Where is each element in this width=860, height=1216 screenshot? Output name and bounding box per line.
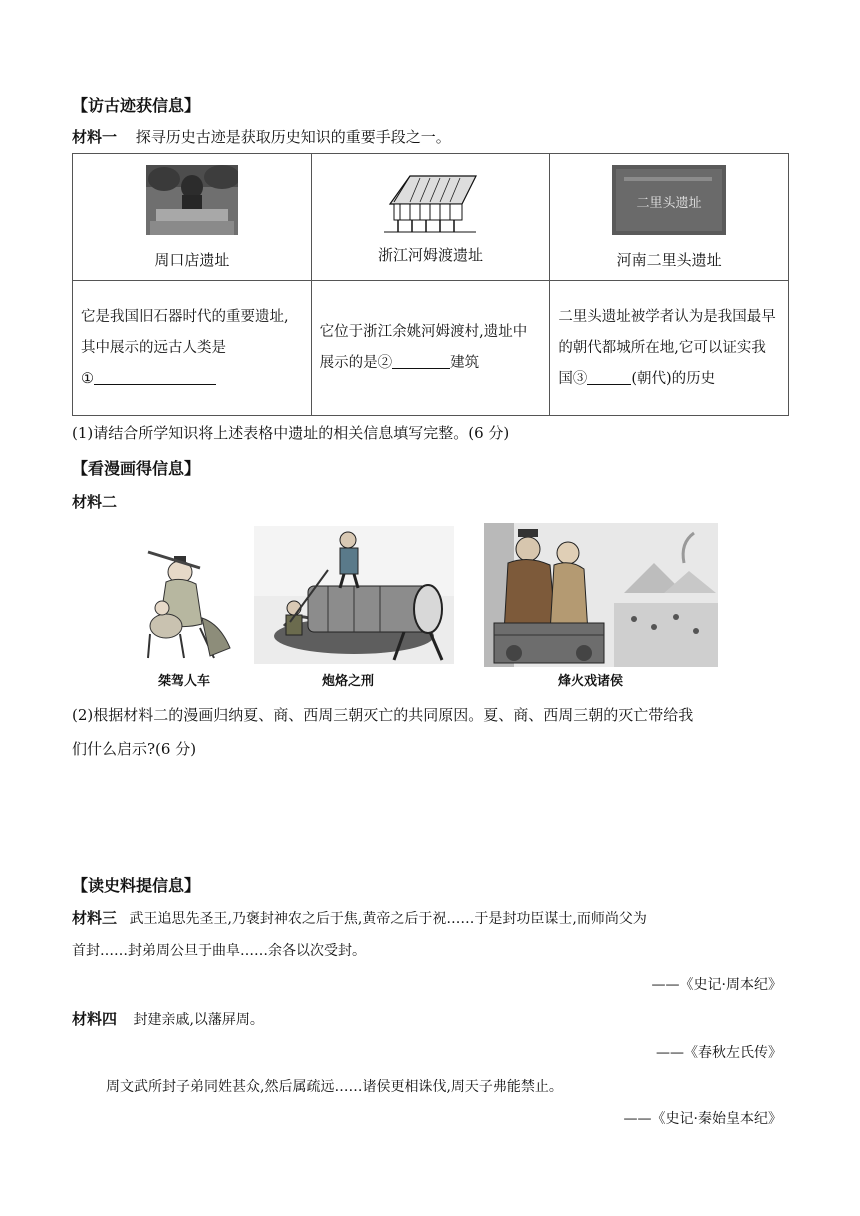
erlitou-sign-text: 二里头遗址 [636,195,702,211]
section3-heading: 【读史料提信息】 [72,876,201,895]
blank-1[interactable] [94,366,216,385]
question-2-line1: (2)根据材料二的漫画归纳夏、商、西周三朝灭亡的共同原因。夏、商、西周三朝的灭亡带给我 [72,706,694,724]
material2-label: 材料二 [72,493,118,511]
section1-heading: 【访古迹获信息】 [72,96,201,115]
desc-hemudu: 它位于浙江余姚河姆渡村,遗址中展示的是② [319,324,528,371]
desc-zhoukoudian: 它是我国旧石器时代的重要遗址,其中展示的远古人类是 [81,308,289,356]
source-3: ——《史记·周本纪》 [651,977,782,993]
desc-hemudu-tail: 建筑 [450,355,480,371]
site-name-hemudu: 浙江河姆渡遗址 [377,245,483,264]
blank-1-label: ① [81,370,94,387]
site-name-erlitou: 河南二里头遗址 [616,250,722,269]
erlitou-stone-tablet-photo [612,165,726,235]
site-cell-erlitou [550,154,789,281]
site-cell-zhoukoudian [73,154,312,281]
site-name-zhoukoudian: 周口店遗址 [154,250,230,269]
blank-3[interactable] [587,366,631,385]
source-4a: ——《春秋左氏传》 [656,1045,782,1061]
material1-text: 探寻历史古迹是获取历史知识的重要手段之一。 [135,128,451,146]
material3-text2: 首封……封弟周公旦于曲阜……余各以次受封。 [72,943,366,959]
caption-jie: 桀驾人车 [158,674,211,689]
desc-cell-hemudu [311,281,550,416]
material4-text: 封建亲戚,以藩屏周。 [133,1012,264,1028]
material4-text2: 周文武所封子弟同姓甚众,然后属疏远……诸侯更相诛伐,周天子弗能禁止。 [106,1079,563,1095]
source-4b: ——《史记·秦始皇本纪》 [623,1111,782,1127]
section2-heading: 【看漫画得信息】 [72,459,201,478]
hemudu-stilt-house-drawing [380,170,480,236]
blank-2[interactable] [392,350,450,369]
material3-text1: 武王追思先圣王,乃褒封神农之后于焦,黄帝之后于祝……于是封功臣谋士,而师尚父为 [129,911,647,927]
desc-erlitou: 二里头遗址被学者认为是我国最早的朝代都城所在地,它可以证实我国③ [558,308,776,387]
question-2-line2: 们什么启示?(6 分) [72,740,197,758]
material3-line1 [72,907,792,928]
desc-erlitou-tail: (朝代)的历史 [631,370,716,387]
material1-label: 材料一 [72,128,118,146]
desc-cell-zhoukoudian [73,281,312,416]
desc-cell-erlitou [550,281,789,416]
material1-line [72,126,451,147]
zhoukoudian-statue-photo [146,165,238,235]
cartoon-paoluo-image [254,526,454,664]
sites-table [72,153,789,416]
material3-label: 材料三 [72,909,118,927]
caption-paoluo: 炮烙之刑 [322,674,375,689]
material4-label: 材料四 [72,1010,118,1028]
question-1: (1)请结合所学知识将上述表格中遗址的相关信息填写完整。(6 分) [72,424,510,442]
site-cell-hemudu [311,154,550,281]
caption-fenghuo: 烽火戏诸侯 [558,674,624,689]
cartoon-jie-image [140,538,240,664]
material4-line [72,1008,264,1029]
cartoon-fenghuo-image [484,523,718,667]
